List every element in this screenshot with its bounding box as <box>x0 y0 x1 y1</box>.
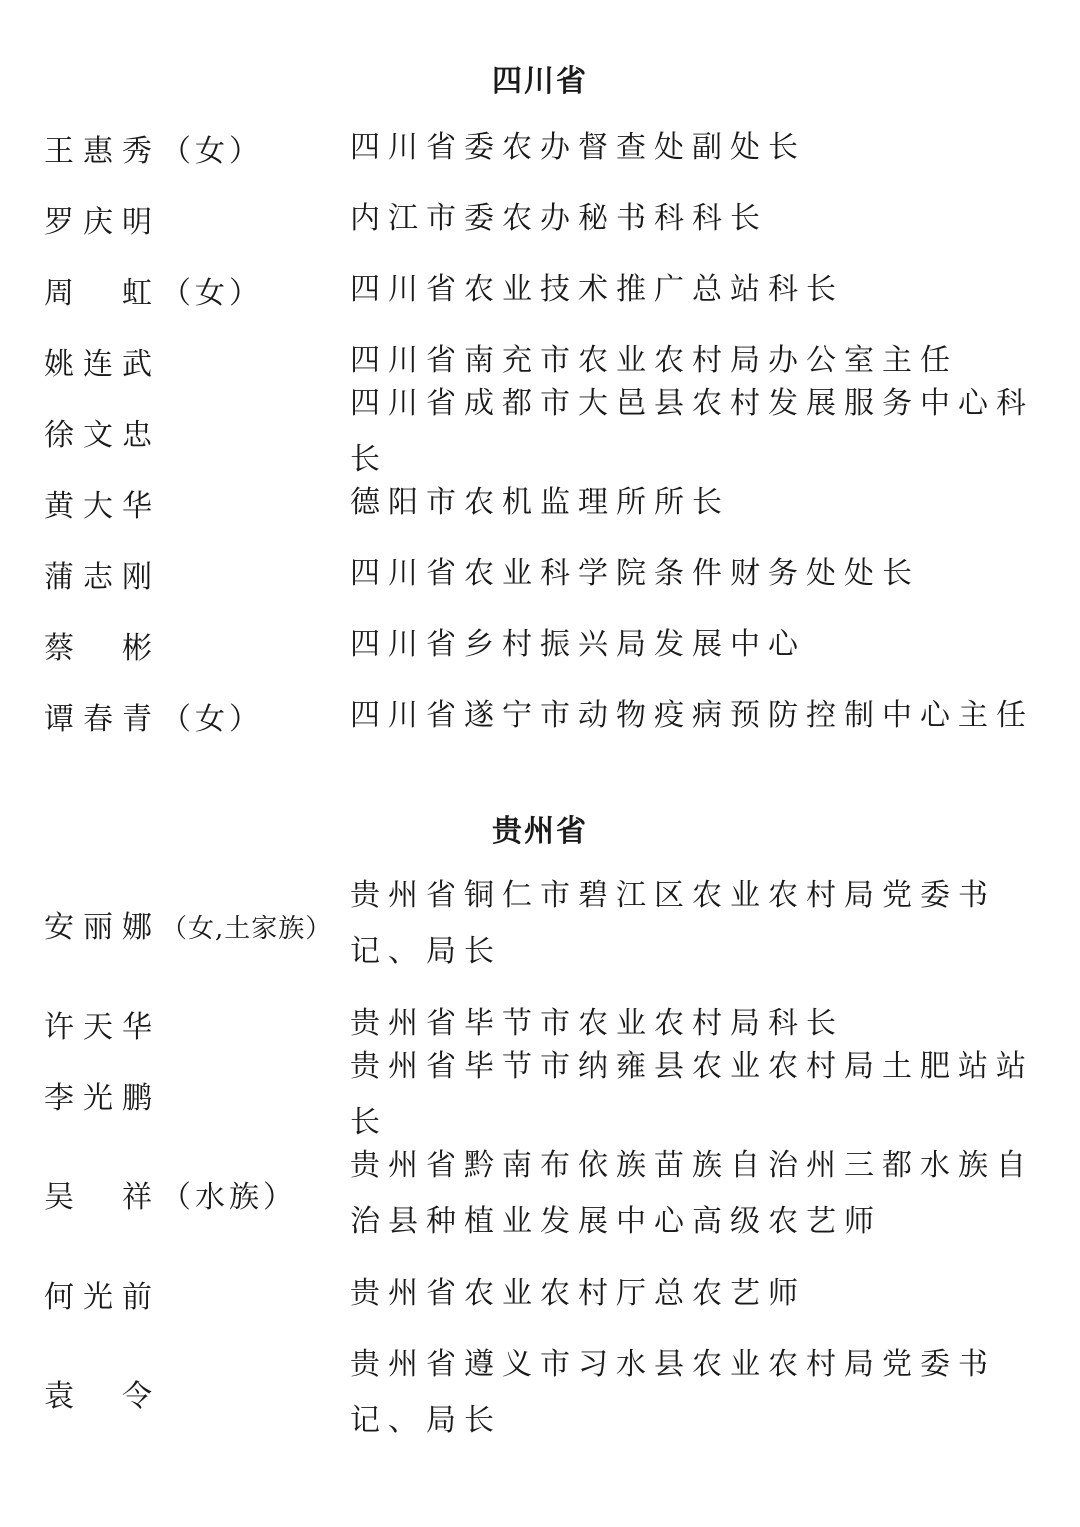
person-name: 许天华 <box>44 1009 161 1045</box>
person-title: 四川省成都市大邑县农村发展服务中心科长 <box>350 385 1034 477</box>
person-title: 四川省乡村振兴局发展中心 <box>350 626 806 662</box>
person-name: 蔡 彬 <box>44 630 161 666</box>
section-heading-sichuan: 四川省 <box>492 64 588 99</box>
list-item <box>0 254 1080 325</box>
entry-list-guizhou <box>0 860 1080 1457</box>
section-heading-guizhou: 贵州省 <box>492 814 588 849</box>
list-item <box>0 112 1080 183</box>
person-name: 罗庆明 <box>44 204 161 240</box>
person-name: 王惠秀（女） <box>44 133 263 169</box>
person-title: 贵州省黔南布依族苗族自治州三都水族自治县种植业发展中心高级农艺师 <box>350 1148 1034 1239</box>
person-title: 德阳市农机监理所所长 <box>350 484 730 520</box>
person-title: 四川省农业科学院条件财务处处长 <box>350 555 920 591</box>
person-title: 贵州省铜仁市碧江区农业农村局党委书记、局长 <box>350 878 996 969</box>
person-title: 四川省南充市农业农村局办公室主任 <box>350 342 958 378</box>
person-name: 谭春青（女） <box>44 701 263 737</box>
list-item <box>0 1048 1080 1140</box>
list-item <box>0 1329 1080 1457</box>
person-title: 贵州省遵义市习水县农业农村局党委书记、局长 <box>350 1347 996 1438</box>
person-name: 安丽娜（女,土家族） <box>44 910 333 945</box>
entry-list-sichuan <box>0 112 1080 751</box>
person-name: 周 虹（女） <box>44 275 263 311</box>
person-name: 蒲志刚 <box>44 559 161 595</box>
person-name: 李光鹏 <box>44 1080 161 1116</box>
person-name: 黄大华 <box>44 488 161 524</box>
list-item <box>0 467 1080 538</box>
list-item <box>0 385 1080 477</box>
person-name: 袁 令 <box>44 1379 161 1414</box>
person-name: 徐文忠 <box>44 417 161 453</box>
person-title: 四川省农业技术推广总站科长 <box>350 271 844 307</box>
person-name: 姚连武 <box>44 346 161 382</box>
list-item <box>0 609 1080 680</box>
list-item <box>0 1258 1080 1329</box>
person-title: 贵州省农业农村厅总农艺师 <box>350 1275 806 1311</box>
list-item <box>0 1130 1080 1258</box>
person-title: 四川省委农办督查处副处长 <box>350 129 806 165</box>
person-name: 何光前 <box>44 1279 161 1315</box>
person-title: 贵州省毕节市农业农村局科长 <box>350 1005 844 1041</box>
list-item <box>0 680 1080 751</box>
list-item <box>0 183 1080 254</box>
list-item <box>0 538 1080 609</box>
person-title: 四川省遂宁市动物疫病预防控制中心主任 <box>350 697 1034 733</box>
person-title: 内江市委农办秘书科科长 <box>350 200 768 236</box>
list-item <box>0 860 1080 988</box>
person-name: 吴 祥（水族） <box>44 1180 297 1215</box>
person-title: 贵州省毕节市纳雍县农业农村局土肥站站长 <box>350 1048 1034 1140</box>
